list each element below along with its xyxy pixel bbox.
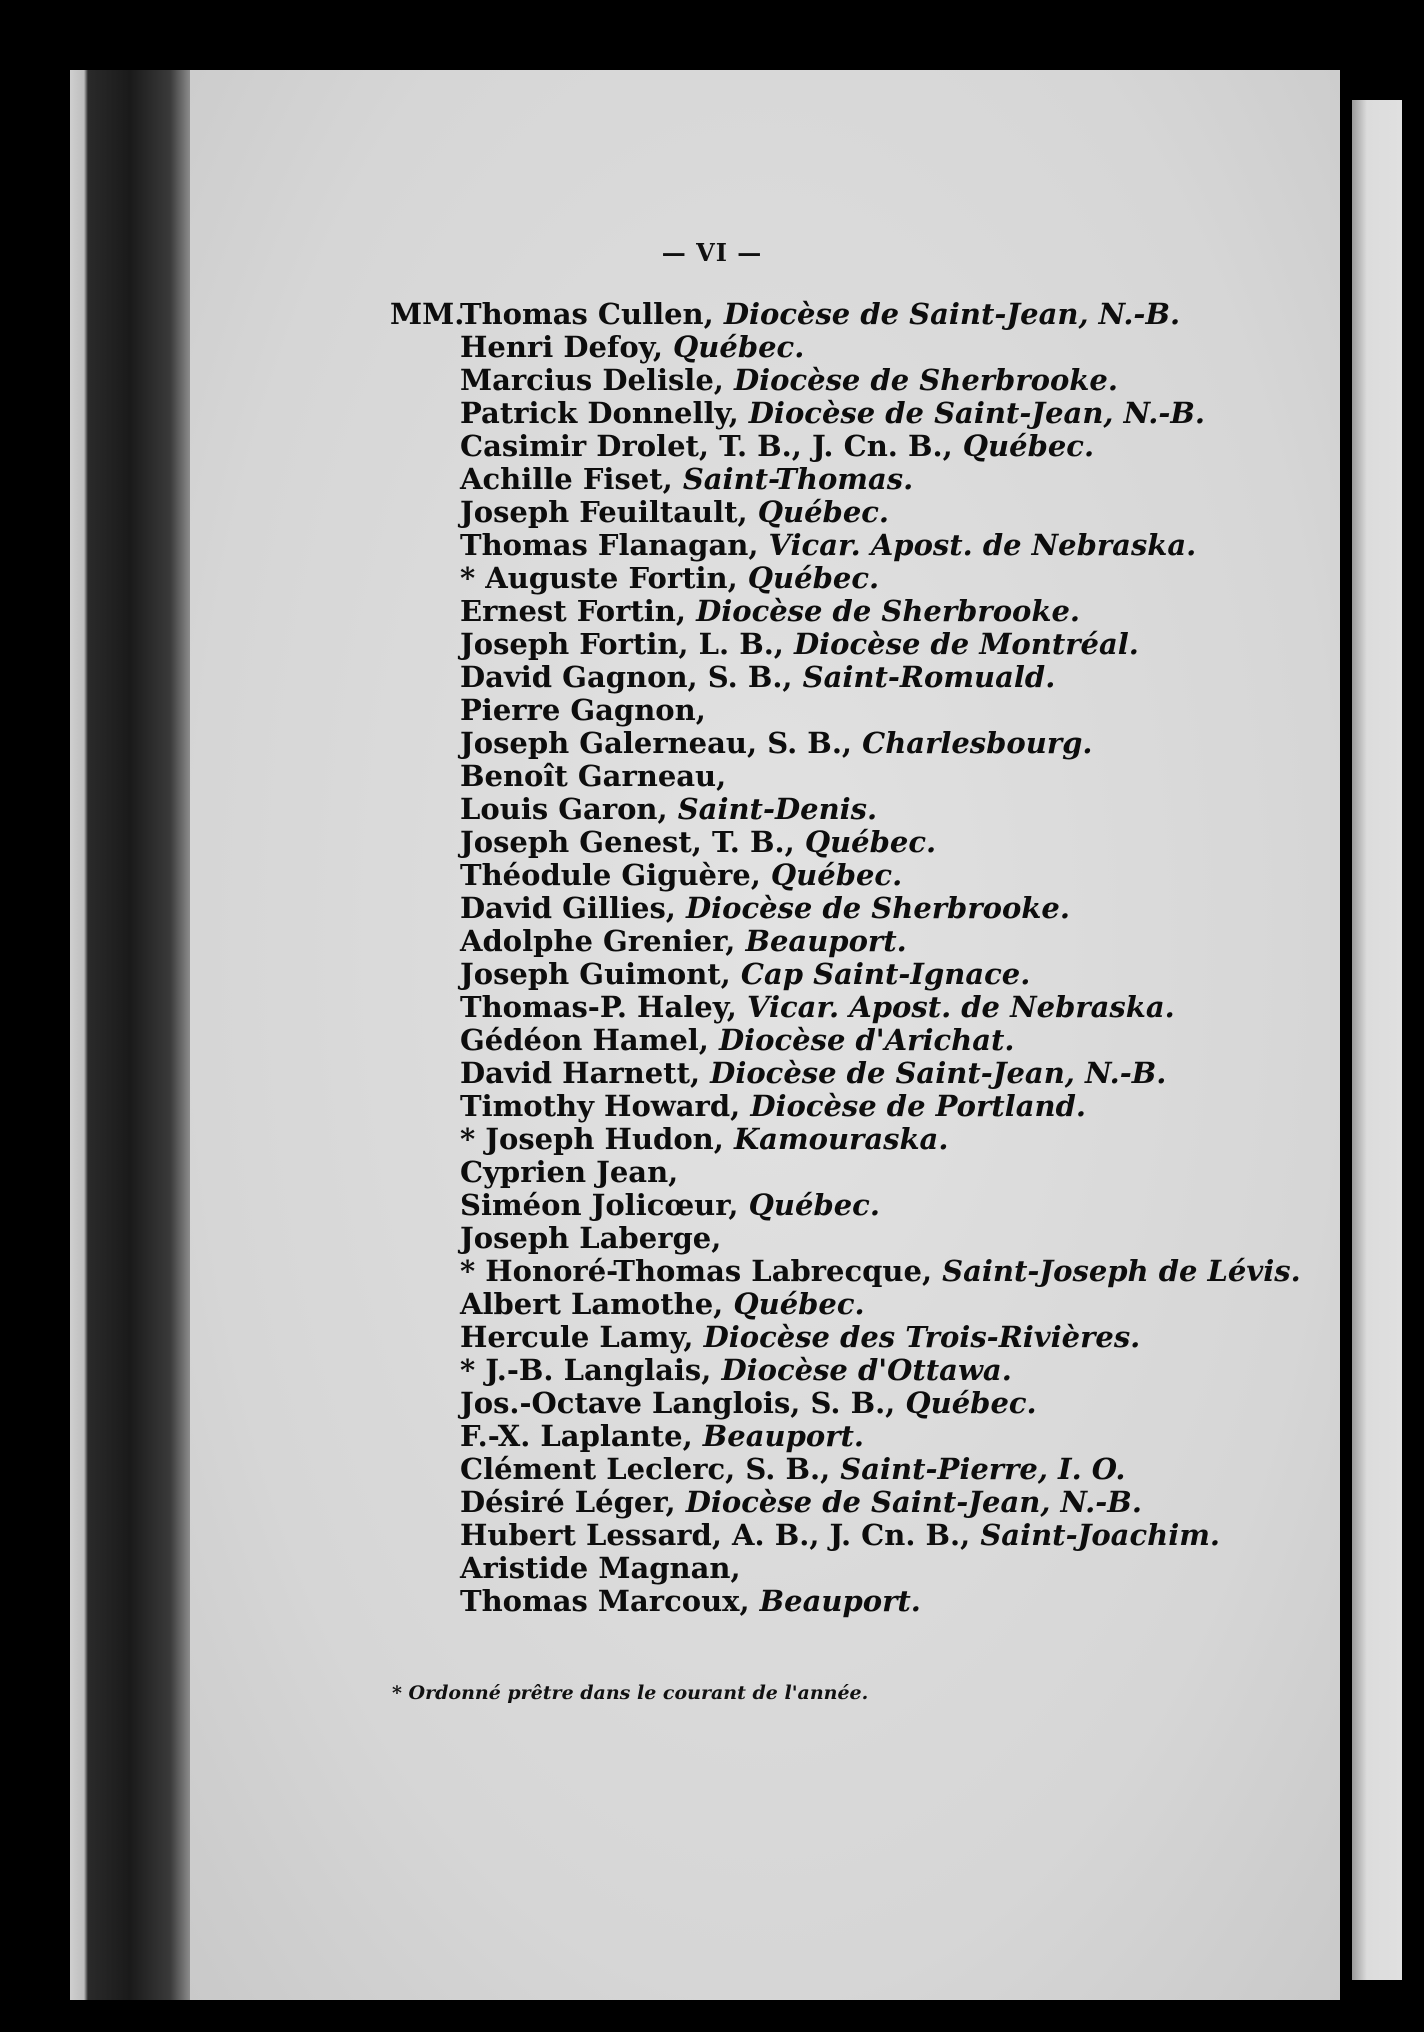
- list-item: [390, 1057, 1270, 1090]
- entry-name: Jos.-Octave Langlois, S. B.,: [460, 1386, 906, 1420]
- entry-place: Diocèse de Sherbrooke.: [685, 891, 1070, 925]
- entry-name: Théodule Giguère,: [460, 858, 771, 892]
- entry-text: [460, 694, 706, 727]
- entry-name: Marcius Delisle,: [460, 363, 734, 397]
- entry-text: [460, 859, 902, 892]
- list-item: [390, 1354, 1270, 1387]
- entry-name: Benoît Garneau,: [460, 759, 727, 793]
- entry-place: Cap Saint-Ignace.: [740, 957, 1031, 991]
- entry-place: Beauport.: [759, 1584, 921, 1618]
- list-item: [390, 760, 1270, 793]
- entry-name: Joseph Guimont,: [460, 957, 741, 991]
- entry-place: Québec.: [673, 330, 805, 364]
- list-item: [390, 397, 1270, 430]
- entry-place: Saint-Denis.: [677, 792, 878, 826]
- entry-name: Siméon Jolicœur,: [460, 1188, 749, 1222]
- entry-text: [460, 661, 1055, 694]
- entry-place: Diocèse de Saint-Jean, N.-B.: [710, 1056, 1167, 1090]
- entry-text: [460, 628, 1139, 661]
- list-item: [390, 1024, 1270, 1057]
- entry-text: [460, 727, 1093, 760]
- list-item: [390, 1519, 1270, 1552]
- list-item: [390, 958, 1270, 991]
- entry-text: [460, 826, 936, 859]
- entry-name: Joseph Fortin, L. B.,: [460, 627, 794, 661]
- entry-name: Aristide Magnan,: [460, 1551, 741, 1585]
- list-item: [390, 892, 1270, 925]
- list-item: [390, 1552, 1270, 1585]
- book-gutter: [70, 70, 198, 2000]
- entry-text: [460, 1552, 741, 1585]
- entry-text: [460, 1156, 678, 1189]
- entry-name: Casimir Drolet, T. B., J. Cn. B.,: [460, 429, 963, 463]
- list-item: [390, 1123, 1270, 1156]
- entry-place: Diocèse de Saint-Jean, N.-B.: [748, 396, 1205, 430]
- entry-name: * Auguste Fortin,: [460, 561, 748, 595]
- entry-text: [460, 298, 1180, 331]
- entry-text: [460, 793, 877, 826]
- entry-name: Gédéon Hamel,: [460, 1023, 720, 1057]
- entry-name: Patrick Donnelly,: [460, 396, 749, 430]
- entry-text: [460, 496, 889, 529]
- entry-place: Saint-Pierre, I. O.: [840, 1452, 1126, 1486]
- list-item: [390, 1156, 1270, 1189]
- entry-place: Vicar. Apost. de Nebraska.: [768, 528, 1197, 562]
- list-item: [390, 1090, 1270, 1123]
- entry-text: [460, 1321, 1140, 1354]
- entry-place: Diocèse de Saint-Jean, N.-B.: [685, 1485, 1142, 1519]
- list-item: [390, 793, 1270, 826]
- entry-text: [460, 1189, 880, 1222]
- entry-text: [460, 463, 913, 496]
- entry-place: Québec.: [747, 561, 880, 595]
- entry-name: Clément Leclerc, S. B.,: [460, 1452, 841, 1486]
- entry-place: Québec.: [804, 825, 937, 859]
- entry-text: [460, 1486, 1142, 1519]
- entry-text: [460, 1024, 1014, 1057]
- list-item: [390, 364, 1270, 397]
- entry-place: Saint-Joseph de Lévis.: [942, 1254, 1301, 1288]
- entry-name: Joseph Galerneau, S. B.,: [460, 726, 863, 760]
- entry-name: Henri Defoy,: [460, 330, 674, 364]
- list-item: [390, 694, 1270, 727]
- list-item: [390, 1486, 1270, 1519]
- entry-name: Hercule Lamy,: [460, 1320, 704, 1354]
- entry-place: Québec.: [962, 429, 1095, 463]
- entry-text: [460, 760, 726, 793]
- entry-text: [460, 1354, 1012, 1387]
- entry-text: [460, 1123, 948, 1156]
- entry-text: [460, 397, 1205, 430]
- list-item: [390, 562, 1270, 595]
- entry-text: [460, 595, 1080, 628]
- list-item: [390, 859, 1270, 892]
- entry-text: [460, 925, 907, 958]
- entry-place: Québec.: [748, 1188, 880, 1222]
- entry-place: Saint-Joachim.: [980, 1518, 1221, 1552]
- entry-name: * Honoré-Thomas Labrecque,: [460, 1254, 943, 1288]
- entry-name: Louis Garon,: [460, 792, 678, 826]
- entry-name: * Joseph Hudon,: [460, 1122, 734, 1156]
- entry-name: David Harnett,: [460, 1056, 711, 1090]
- list-item: [390, 826, 1270, 859]
- entry-text: [460, 430, 1094, 463]
- entry-place: Diocèse de Montréal.: [794, 627, 1139, 661]
- entry-name: Cyprien Jean,: [460, 1155, 679, 1189]
- next-page-edge: [1352, 100, 1402, 1980]
- entry-name: Thomas Marcoux,: [460, 1584, 760, 1618]
- entry-text: [460, 562, 879, 595]
- entry-name: Joseph Laberge,: [460, 1221, 722, 1255]
- entry-text: [460, 364, 1118, 397]
- list-item: [390, 661, 1270, 694]
- entry-text: [460, 1255, 1301, 1288]
- entry-name: Adolphe Grenier,: [460, 924, 746, 958]
- list-item: [390, 1189, 1270, 1222]
- entry-text: [460, 1387, 1037, 1420]
- entry-text: [460, 892, 1070, 925]
- list-item: [390, 298, 1270, 331]
- entry-name: * J.-B. Langlais,: [460, 1353, 722, 1387]
- list-item: [390, 463, 1270, 496]
- entry-name: Achille Fiset,: [460, 462, 683, 496]
- entry-place: Diocèse d'Arichat.: [719, 1023, 1015, 1057]
- entry-name: Albert Lamothe,: [460, 1287, 734, 1321]
- entry-text: [460, 958, 1030, 991]
- entry-text: [460, 529, 1196, 562]
- entry-name: Pierre Gagnon,: [460, 693, 706, 727]
- entry-text: [460, 1519, 1220, 1552]
- entry-place: Québec.: [757, 495, 890, 529]
- list-item: [390, 991, 1270, 1024]
- entry-place: Saint-Thomas.: [682, 462, 914, 496]
- page-number: — VI —: [661, 238, 763, 267]
- list-item: [390, 628, 1270, 661]
- entry-name: David Gagnon, S. B.,: [460, 660, 803, 694]
- entry-text: [460, 331, 804, 364]
- entry-text: [460, 1090, 1086, 1123]
- entry-place: Beauport.: [702, 1419, 865, 1453]
- entry-name: F.-X. Laplante,: [460, 1419, 703, 1453]
- list-item: [390, 1254, 1301, 1288]
- entry-prefix: MM.: [390, 297, 465, 331]
- entry-name: Thomas Cullen,: [460, 297, 724, 331]
- entry-name: Joseph Genest, T. B.,: [460, 825, 805, 859]
- list-item: [390, 496, 1270, 529]
- entry-text: [460, 1057, 1166, 1090]
- list-item: [390, 430, 1270, 463]
- entry-place: Charlesbourg.: [862, 726, 1093, 760]
- entry-place: Diocèse de Sherbrooke.: [733, 363, 1118, 397]
- entry-name: Désiré Léger,: [460, 1485, 686, 1519]
- entry-place: Diocèse de Portland.: [750, 1089, 1086, 1123]
- entry-text: [460, 1453, 1125, 1486]
- footnote: * Ordonné prêtre dans le courant de l'année.: [392, 1682, 869, 1704]
- list-item: [390, 1222, 1270, 1255]
- list-item: [390, 1420, 1270, 1453]
- entry-place: Québec.: [770, 858, 903, 892]
- entry-place: Kamouraska.: [733, 1122, 949, 1156]
- list-item: [390, 595, 1270, 628]
- entry-name: Thomas Flanagan,: [460, 528, 769, 562]
- entry-text: [460, 1222, 721, 1255]
- list-item: [390, 1387, 1270, 1420]
- entry-place: Diocèse de Sherbrooke.: [696, 594, 1081, 628]
- name-list: [390, 297, 1301, 1618]
- entry-text: [460, 1585, 921, 1618]
- entry-place: Vicar. Apost. de Nebraska.: [746, 990, 1175, 1024]
- list-item: [390, 925, 1270, 958]
- entry-text: [460, 991, 1175, 1024]
- entry-name: David Gillies,: [460, 891, 686, 925]
- entry-text: [460, 1420, 864, 1453]
- entry-place: Saint-Romuald.: [802, 660, 1056, 694]
- entry-place: Beauport.: [745, 924, 907, 958]
- entry-place: Québec.: [905, 1386, 1037, 1420]
- entry-place: Québec.: [733, 1287, 865, 1321]
- entry-name: Timothy Howard,: [460, 1089, 751, 1123]
- list-item: [390, 331, 1270, 364]
- list-item: [390, 529, 1270, 562]
- entry-place: Diocèse d'Ottawa.: [721, 1353, 1012, 1387]
- list-item: [390, 727, 1270, 760]
- entry-name: Ernest Fortin,: [460, 594, 697, 628]
- entry-name: Hubert Lessard, A. B., J. Cn. B.,: [460, 1518, 981, 1552]
- entry-name: Thomas-P. Haley,: [460, 990, 747, 1024]
- list-item: [390, 1453, 1270, 1486]
- list-item: [390, 1321, 1270, 1354]
- list-item: [390, 1288, 1270, 1321]
- entry-place: Diocèse de Saint-Jean, N.-B.: [723, 297, 1181, 331]
- entry-place: Diocèse des Trois-Rivières.: [703, 1320, 1141, 1354]
- entry-text: [460, 1288, 865, 1321]
- list-item: [390, 1585, 1270, 1618]
- entry-name: Joseph Feuiltault,: [460, 495, 758, 529]
